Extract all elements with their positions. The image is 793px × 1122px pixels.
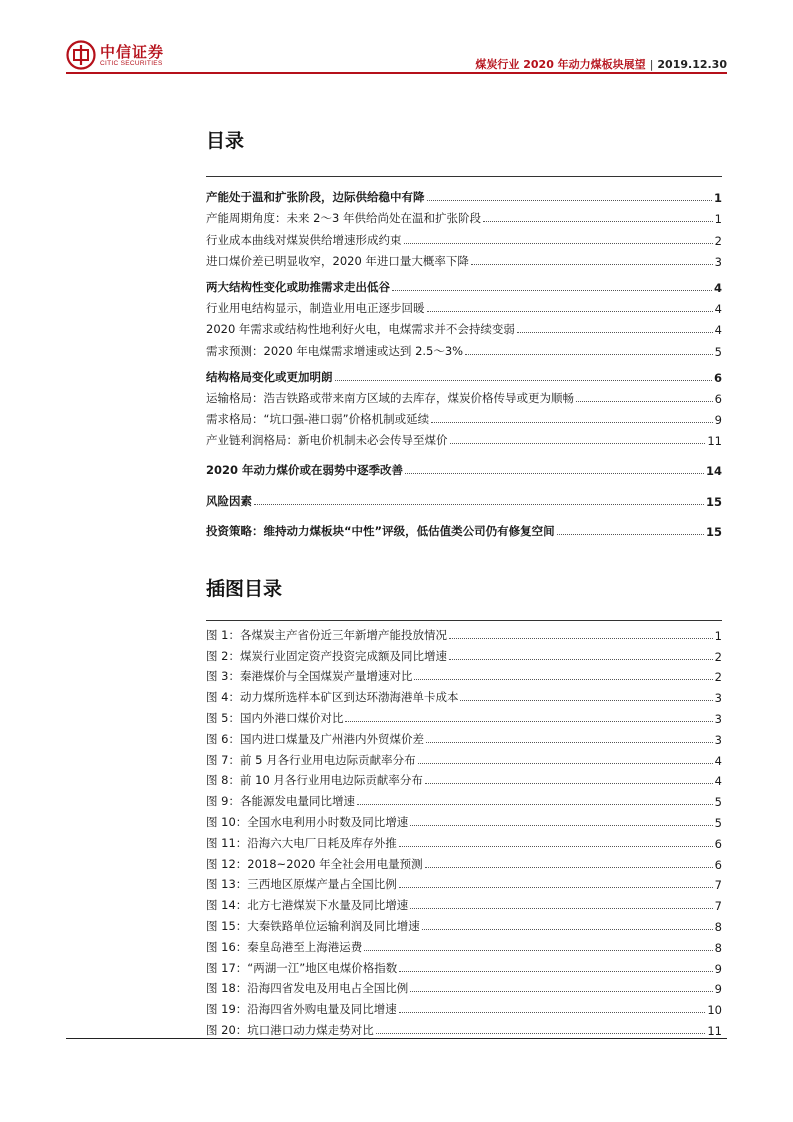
toc-item-title: 2020 年需求或结构性地利好火电，电煤需求并不会持续变弱 [206, 322, 515, 337]
toc-page-number: 6 [714, 391, 722, 406]
leader-dots [471, 263, 713, 265]
figure-page-number: 2 [714, 670, 722, 685]
figure-page-number: 4 [714, 774, 722, 789]
toc-section[interactable] [206, 518, 722, 539]
figure-item[interactable] [206, 622, 722, 643]
leader-dots [254, 503, 704, 505]
report-title: 煤炭行业 2020 年动力煤板块展望 [475, 58, 646, 71]
leader-dots [345, 720, 712, 722]
figure-list-title: 插图目录 [206, 578, 283, 600]
leader-dots [465, 353, 713, 355]
report-date: 2019.12.30 [657, 58, 727, 71]
toc-item[interactable] [206, 316, 722, 337]
toc-page-number: 3 [714, 254, 722, 269]
figure-page-number: 1 [714, 628, 722, 643]
figure-page-number: 10 [707, 1003, 722, 1018]
toc-top-rule [206, 176, 722, 177]
toc-item-title: 需求格局：“坑口强-港口弱”价格机制或延续 [206, 412, 430, 427]
toc-item[interactable] [206, 295, 722, 316]
leader-dots [410, 824, 712, 826]
leader-dots [399, 845, 713, 847]
toc-section-title: 产能处于温和扩张阶段，边际供给稳中有降 [206, 190, 425, 205]
figure-item[interactable] [206, 664, 722, 685]
figure-page-number: 3 [714, 711, 722, 726]
leader-dots [576, 400, 713, 402]
figure-page-number: 6 [714, 857, 722, 872]
toc-section[interactable] [206, 487, 722, 508]
leader-dots [376, 1032, 706, 1034]
toc-item-title: 进口煤价差已明显收窄，2020 年进口量大概率下降 [206, 253, 469, 268]
figure-item[interactable] [206, 747, 722, 768]
figure-page-number: 5 [714, 815, 722, 830]
toc-page-number: 5 [714, 344, 722, 359]
leader-dots [405, 472, 704, 474]
toc-item[interactable] [206, 226, 722, 247]
toc-page-number: 1 [713, 191, 722, 206]
figure-item[interactable] [206, 643, 722, 664]
toc-item-title: 需求预测：2020 年电煤需求增速或达到 2.5～3% [206, 343, 464, 358]
leader-dots [364, 949, 712, 951]
figure-item[interactable] [206, 934, 722, 955]
figure-page-number: 6 [714, 836, 722, 851]
toc-page-number: 4 [714, 323, 722, 338]
toc-item-title: 行业成本曲线对煤炭供给增速形成约束 [206, 232, 402, 247]
figure-item-title: 图 3：秦港煤价与全国煤炭产量增速对比 [206, 669, 413, 684]
figure-item-title: 图 10：全国水电利用小时数及同比增速 [206, 814, 409, 829]
leader-dots [449, 637, 713, 639]
citic-emblem-icon [66, 40, 96, 70]
table-of-contents [206, 184, 722, 539]
figure-item-title: 图 17：“两湖一江”地区电煤价格指数 [206, 960, 398, 975]
figure-item[interactable] [206, 913, 722, 934]
figure-item-title: 图 18：沿海四省发电及用电占全国比例 [206, 981, 409, 996]
header-report-info [475, 56, 727, 72]
figure-item-title: 图 11：沿海六大电厂日耗及库存外推 [206, 835, 397, 850]
figure-page-number: 2 [714, 649, 722, 664]
figure-item-title: 图 8：前 10 月各行业用电边际贡献率分布 [206, 773, 423, 788]
leader-dots [425, 866, 713, 868]
figure-item[interactable] [206, 809, 722, 830]
figure-page-number: 7 [714, 899, 722, 914]
leader-dots [450, 442, 706, 444]
leader-dots [414, 678, 712, 680]
figure-item-title: 图 2：煤炭行业固定资产投资完成额及同比增速 [206, 648, 447, 663]
toc-page-number: 9 [714, 413, 722, 428]
figure-item-title: 图 5：国内外港口煤价对比 [206, 710, 344, 725]
logo-english-name: CITIC SECURITIES [100, 60, 163, 67]
toc-page-number: 4 [714, 302, 722, 317]
figure-item[interactable] [206, 1017, 722, 1038]
figure-item-title: 图 16：秦皇岛港至上海港运费 [206, 939, 363, 954]
figure-item[interactable] [206, 726, 722, 747]
leader-dots [483, 220, 713, 222]
figure-item[interactable] [206, 768, 722, 789]
figure-page-number: 3 [714, 691, 722, 706]
toc-section[interactable] [206, 274, 722, 295]
figure-page-number: 3 [714, 732, 722, 747]
toc-page-number: 11 [707, 434, 722, 449]
leader-dots [418, 762, 713, 764]
figure-item[interactable] [206, 830, 722, 851]
leader-dots [427, 310, 713, 312]
citic-logo [66, 38, 206, 72]
figure-item[interactable] [206, 976, 722, 997]
figure-page-number: 8 [714, 919, 722, 934]
figure-item-title: 图 1：各煤炭主产省份近三年新增产能投放情况 [206, 627, 447, 642]
figure-item-title: 图 15：大秦铁路单位运输利润及同比增速 [206, 918, 420, 933]
figure-page-number: 4 [714, 753, 722, 768]
figure-page-number: 7 [714, 878, 722, 893]
toc-item-title: 运输格局：浩吉铁路或带来南方区域的去库存，煤炭价格传导或更为顺畅 [206, 390, 574, 405]
figure-item-title: 图 20：坑口港口动力煤走势对比 [206, 1022, 374, 1037]
toc-section-title: 2020 年动力煤价或在弱势中逐季改善 [206, 463, 404, 478]
leader-dots [392, 289, 712, 291]
leader-dots [357, 803, 713, 805]
toc-item[interactable] [206, 406, 722, 427]
leader-dots [335, 379, 712, 381]
leader-dots [399, 970, 712, 972]
figure-page-number: 5 [714, 795, 722, 810]
toc-page-number: 15 [705, 524, 722, 539]
figure-item[interactable] [206, 872, 722, 893]
figure-list [206, 622, 722, 1038]
figure-item[interactable] [206, 955, 722, 976]
toc-page-number: 6 [713, 370, 722, 385]
figure-item-title: 图 4：动力煤所选样本矿区到达环渤海港单卡成本 [206, 690, 459, 705]
leader-dots [410, 907, 712, 909]
leader-dots [399, 886, 713, 888]
leader-dots [517, 331, 713, 333]
figure-page-number: 9 [714, 961, 722, 976]
figure-page-number: 8 [714, 940, 722, 955]
figure-item-title: 图 7：前 5 月各行业用电边际贡献率分布 [206, 752, 416, 767]
toc-item[interactable] [206, 248, 722, 269]
figure-item-title: 图 19：沿海四省外购电量及同比增速 [206, 1002, 397, 1017]
leader-dots [425, 782, 713, 784]
toc-page-number: 15 [705, 494, 722, 509]
toc-item-title: 产能周期角度：未来 2～3 年供给尚处在温和扩张阶段 [206, 211, 481, 226]
figure-list-top-rule [206, 620, 722, 621]
leader-dots [410, 990, 712, 992]
footer-rule [66, 1038, 727, 1039]
figure-page-number: 11 [707, 1023, 722, 1038]
toc-section[interactable] [206, 364, 722, 385]
logo-chinese-name: 中信证券 [100, 43, 165, 61]
toc-section-title: 投资策略：维持动力煤板块“中性”评级，低估值类公司仍有修复空间 [206, 523, 555, 538]
leader-dots [404, 242, 713, 244]
header-rule [66, 72, 727, 74]
toc-section-title: 风险因素 [206, 493, 252, 508]
leader-dots [422, 928, 713, 930]
toc-section[interactable] [206, 184, 722, 205]
leader-dots [449, 658, 713, 660]
toc-item-title: 产业链利润格局：新电价机制未必会传导至煤价 [206, 433, 448, 448]
leader-dots [431, 421, 713, 423]
leader-dots [426, 741, 713, 743]
toc-page-number: 14 [705, 464, 722, 479]
figure-item[interactable] [206, 684, 722, 705]
toc-item[interactable] [206, 385, 722, 406]
toc-page-number: 1 [714, 212, 722, 227]
figure-item-title: 图 9：各能源发电量同比增速 [206, 794, 355, 809]
leader-dots [399, 1011, 706, 1013]
page-header [66, 38, 727, 72]
toc-section[interactable] [206, 457, 722, 478]
figure-item[interactable] [206, 996, 722, 1017]
figure-item-title: 图 6：国内进口煤量及广州港内外贸煤价差 [206, 731, 424, 746]
toc-page-number: 2 [714, 233, 722, 248]
toc-page-number: 4 [713, 280, 722, 295]
figure-page-number: 9 [714, 982, 722, 997]
toc-section-title: 两大结构性变化或助推需求走出低谷 [206, 279, 390, 294]
figure-item[interactable] [206, 788, 722, 809]
leader-dots [427, 199, 712, 201]
figure-item-title: 图 14：北方七港煤炭下水量及同比增速 [206, 898, 409, 913]
figure-item[interactable] [206, 705, 722, 726]
figure-item-title: 图 12：2018~2020 年全社会用电量预测 [206, 856, 423, 871]
toc-item[interactable] [206, 337, 722, 358]
toc-section-title: 结构格局变化或更加明朗 [206, 369, 333, 384]
toc-item-title: 行业用电结构显示，制造业用电正逐步回暖 [206, 301, 425, 316]
figure-item-title: 图 13：三西地区原煤产量占全国比例 [206, 877, 397, 892]
figure-item[interactable] [206, 892, 722, 913]
leader-dots [460, 699, 712, 701]
toc-item[interactable] [206, 205, 722, 226]
toc-title: 目录 [206, 130, 245, 152]
figure-item[interactable] [206, 851, 722, 872]
toc-item[interactable] [206, 427, 722, 448]
leader-dots [557, 533, 704, 535]
header-separator: | [649, 58, 654, 71]
